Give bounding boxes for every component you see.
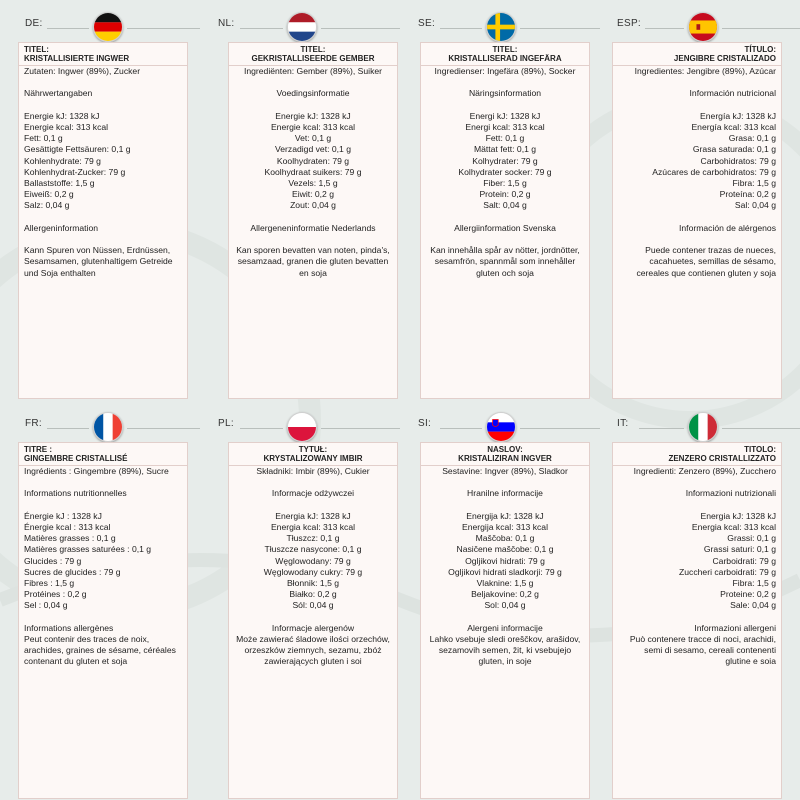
nutrition-row: Eiweiß: 0,2 g bbox=[24, 189, 74, 200]
spacer bbox=[426, 212, 584, 223]
nutrition-row: Fett: 0,1 g bbox=[24, 133, 63, 144]
nutrition-row: Proteína: 0,2 g bbox=[719, 189, 776, 200]
nutrition-row: Grassi: 0,1 g bbox=[727, 533, 776, 544]
nutrition-row: Energía kJ: 1328 kJ bbox=[700, 110, 776, 121]
nutrition-row: Proteine: 0,2 g bbox=[720, 589, 776, 600]
label-card bbox=[18, 442, 188, 799]
title-label: TITOLO: bbox=[744, 445, 776, 454]
panel-de bbox=[0, 0, 200, 400]
title-label: NASLOV: bbox=[487, 445, 523, 454]
label-card bbox=[612, 42, 782, 399]
title-label: TITRE : bbox=[24, 445, 52, 454]
nutrition-row: Protein: 0,2 g bbox=[479, 189, 531, 200]
nutrition-row: Grasa: 0,1 g bbox=[728, 133, 776, 144]
label-body bbox=[426, 466, 584, 668]
pl-flag-icon bbox=[287, 412, 317, 442]
spacer bbox=[234, 212, 392, 223]
allergen-header: Allergiinformation Svenska bbox=[454, 222, 556, 233]
spacer bbox=[24, 100, 182, 111]
nutrition-row: Sól: 0,04 g bbox=[292, 600, 334, 611]
nutrition-row: Azúcares de carbohidratos: 79 g bbox=[652, 166, 776, 177]
label-card bbox=[420, 42, 590, 399]
de-flag-icon bbox=[93, 12, 123, 42]
language-code: SI: bbox=[418, 418, 432, 429]
language-code: DE: bbox=[25, 18, 43, 29]
label-card bbox=[612, 442, 782, 799]
it-flag-icon bbox=[688, 412, 718, 442]
nutrition-row: Sel : 0,04 g bbox=[24, 600, 68, 611]
panel-si bbox=[400, 400, 600, 800]
nutrition-row: Energia kcal: 313 kcal bbox=[270, 521, 356, 532]
nutrition-row: Kolhydrater: 79 g bbox=[472, 155, 538, 166]
product-title: GINGEMBRE CRISTALLISÉ bbox=[24, 454, 128, 463]
nutrition-row: Beljakovine: 0,2 g bbox=[471, 589, 539, 600]
nutrition-row: Węglowodany: 79 g bbox=[275, 555, 351, 566]
nutrition-header: Informacje odżywczei bbox=[271, 488, 355, 499]
spacer bbox=[234, 612, 392, 623]
language-code: FR: bbox=[25, 418, 43, 429]
nutrition-header: Informations nutritionnelles bbox=[24, 488, 127, 499]
label-card bbox=[420, 442, 590, 799]
fr-flag-icon bbox=[93, 412, 123, 442]
spacer bbox=[234, 234, 392, 245]
spacer bbox=[234, 500, 392, 511]
nutrition-row: Energi kJ: 1328 kJ bbox=[469, 110, 541, 121]
nutrition-row: Energia kcal: 313 kcal bbox=[691, 521, 776, 532]
panel-header bbox=[400, 400, 600, 442]
nutrition-row: Matières grasses : 0,1 g bbox=[24, 533, 116, 544]
nutrition-row: Tłuszcze nasycone: 0,1 g bbox=[264, 544, 362, 555]
nutrition-row: Mättat fett: 0,1 g bbox=[473, 144, 537, 155]
panel-header bbox=[0, 400, 200, 442]
label-body bbox=[24, 466, 182, 668]
allergen-header: Informacje alergenów bbox=[271, 622, 355, 633]
title-block bbox=[613, 445, 781, 466]
allergen-header: Allergeninformation bbox=[24, 222, 99, 233]
title-block bbox=[613, 45, 781, 66]
nutrition-row: Zout: 0,04 g bbox=[290, 200, 336, 211]
language-code: NL: bbox=[218, 18, 235, 29]
spacer bbox=[24, 234, 182, 245]
nutrition-row: Fiber: 1,5 g bbox=[483, 178, 527, 188]
nutrition-row: Carboidrati: 79 g bbox=[712, 555, 776, 566]
allergen-text: Peut contenir des traces de noix, arachides, graines de sésame, céréales contenant du gluten et soja bbox=[24, 634, 176, 667]
header-divider bbox=[520, 428, 600, 429]
header-divider bbox=[722, 428, 800, 429]
ingredients-text: Ingrediënten: Gember (89%), Suiker bbox=[243, 66, 383, 76]
header-divider bbox=[645, 28, 684, 29]
nutrition-row: Energía kcal: 313 kcal bbox=[691, 121, 776, 132]
header-divider bbox=[127, 28, 200, 29]
spacer bbox=[24, 77, 182, 88]
nutrition-row: Carbohidratos: 79 g bbox=[700, 155, 776, 166]
header-divider bbox=[240, 428, 283, 429]
nutrition-header: Información nutricional bbox=[689, 88, 776, 99]
nutrition-row: Energie kJ: 1328 kJ bbox=[275, 110, 351, 121]
panel-header bbox=[600, 0, 800, 42]
title-block bbox=[229, 45, 397, 66]
ingredients-text: Składniki: Imbir (89%), Cukier bbox=[256, 466, 370, 476]
nutrition-row: Vet: 0,1 g bbox=[294, 133, 332, 144]
nutrition-row: Tłuszcz: 0,1 g bbox=[286, 533, 340, 544]
allergen-text: Może zawierać śladowe ilości orzechów, orzeszków ziemnych, sezamu, zbóż zawierających gluten i soi bbox=[236, 634, 390, 667]
spacer bbox=[426, 500, 584, 511]
label-card bbox=[228, 442, 398, 799]
nutrition-row: Salz: 0,04 g bbox=[24, 200, 70, 211]
nutrition-row: Węglowodany cukry: 79 g bbox=[263, 566, 363, 577]
nutrition-row: Energija kcal: 313 kcal bbox=[462, 521, 548, 532]
product-title: ZENZERO CRISTALLIZZATO bbox=[668, 454, 776, 463]
spacer bbox=[618, 212, 776, 223]
panel-fr bbox=[0, 400, 200, 800]
nutrition-header: Nährwertangaben bbox=[24, 88, 93, 99]
nutrition-row: Fibra: 1,5 g bbox=[732, 578, 776, 588]
ingredients-text: Sestavine: Ingver (89%), Sladkor bbox=[442, 466, 568, 476]
es-flag-icon bbox=[688, 12, 718, 42]
language-code: IT: bbox=[617, 418, 629, 429]
nutrition-row: Kohlenhydrate: 79 g bbox=[24, 155, 101, 166]
ingredients-text: Ingredienti: Zenzero (89%), Zucchero bbox=[633, 466, 776, 476]
nutrition-row: Błonnik: 1,5 g bbox=[286, 578, 340, 588]
spacer bbox=[24, 612, 182, 623]
nutrition-row: Glucides : 79 g bbox=[24, 555, 82, 566]
language-code: ESP: bbox=[617, 18, 641, 29]
header-divider bbox=[440, 428, 482, 429]
title-label: TITEL: bbox=[492, 45, 518, 54]
header-divider bbox=[240, 28, 283, 29]
nutrition-row: Energie kcal: 313 kcal bbox=[24, 121, 109, 132]
label-card bbox=[18, 42, 188, 399]
panel-header bbox=[200, 400, 400, 442]
product-title: KRISTALIZIRAN INGVER bbox=[458, 454, 552, 463]
spacer bbox=[426, 477, 584, 488]
nutrition-row: Fibra: 1,5 g bbox=[732, 178, 776, 188]
header-divider bbox=[47, 428, 89, 429]
nutrition-row: Protéines : 0,2 g bbox=[24, 589, 87, 600]
header-divider bbox=[440, 28, 482, 29]
language-code: PL: bbox=[218, 418, 234, 429]
nutrition-row: Ballaststoffe: 1,5 g bbox=[24, 178, 95, 188]
header-divider bbox=[321, 428, 400, 429]
title-block bbox=[229, 445, 397, 466]
nutrition-row: Energi kcal: 313 kcal bbox=[465, 121, 545, 132]
nutrition-row: Grassi saturi: 0,1 g bbox=[703, 544, 776, 555]
spacer bbox=[234, 77, 392, 88]
nutrition-row: Grasa saturada: 0,1 g bbox=[692, 144, 776, 155]
nutrition-row: Energia kJ: 1328 kJ bbox=[700, 510, 776, 521]
nutrition-row: Zuccheri carboidrati: 79 g bbox=[679, 566, 776, 577]
nutrition-row: Ogljikovi hidrati sladkorji: 79 g bbox=[448, 566, 562, 577]
panel-header bbox=[600, 400, 800, 442]
label-body bbox=[24, 66, 182, 279]
nutrition-row: Energia kJ: 1328 kJ bbox=[275, 510, 351, 521]
nutrition-row: Energie kJ: 1328 kJ bbox=[24, 110, 100, 121]
allergen-header: Informazioni allergeni bbox=[694, 622, 776, 633]
ingredients-text: Zutaten: Ingwer (89%), Zucker bbox=[24, 66, 141, 76]
nutrition-header: Voedingsinformatie bbox=[276, 88, 350, 99]
product-title: KRISTALLISIERTE INGWER bbox=[24, 54, 130, 63]
spacer bbox=[426, 234, 584, 245]
product-title: KRYSTALIZOWANY IMBIR bbox=[263, 454, 363, 463]
label-card bbox=[228, 42, 398, 399]
title-label: TYTUŁ: bbox=[298, 445, 328, 454]
panel-it bbox=[600, 400, 800, 800]
nutrition-header: Näringsinformation bbox=[468, 88, 542, 99]
panel-header bbox=[200, 0, 400, 42]
header-divider bbox=[47, 28, 89, 29]
header-divider bbox=[520, 28, 600, 29]
nutrition-row: Sal: 0,04 g bbox=[734, 200, 776, 211]
nutrition-row: Salt: 0,04 g bbox=[483, 200, 527, 211]
nutrition-row: Vlaknine: 1,5 g bbox=[476, 578, 534, 588]
title-block bbox=[19, 445, 187, 466]
nutrition-header: Informazioni nutrizionali bbox=[685, 488, 776, 499]
nutrition-row: Gesättigte Fettsäuren: 0,1 g bbox=[24, 144, 131, 155]
nutrition-row: Koolhydraat suikers: 79 g bbox=[264, 166, 362, 177]
title-label: TÍTULO: bbox=[744, 45, 776, 54]
allergen-header: Información de alérgenos bbox=[679, 222, 776, 233]
spacer bbox=[618, 234, 776, 245]
nutrition-header: Hranilne informacije bbox=[467, 488, 543, 499]
nutrition-row: Maščoba: 0,1 g bbox=[475, 533, 535, 544]
header-divider bbox=[127, 428, 200, 429]
ingredients-text: Ingrédients : Gingembre (89%), Sucre bbox=[24, 466, 169, 476]
spacer bbox=[618, 77, 776, 88]
nutrition-row: Białko: 0,2 g bbox=[289, 589, 337, 600]
spacer bbox=[234, 100, 392, 111]
panel-header bbox=[400, 0, 600, 42]
nutrition-row: Énergie kJ : 1328 kJ bbox=[24, 510, 102, 521]
title-label: TITEL: bbox=[300, 45, 326, 54]
nutrition-row: Sale: 0,04 g bbox=[730, 600, 776, 611]
nutrition-row: Fett: 0,1 g bbox=[485, 133, 525, 144]
nutrition-row: Koolhydraten: 79 g bbox=[276, 155, 350, 166]
allergen-header: Allergeneninformatie Nederlands bbox=[250, 222, 376, 233]
spacer bbox=[426, 77, 584, 88]
nutrition-row: Énergie kcal : 313 kcal bbox=[24, 521, 111, 532]
header-divider bbox=[321, 28, 400, 29]
spacer bbox=[618, 612, 776, 623]
label-body bbox=[426, 66, 584, 279]
se-flag-icon bbox=[486, 12, 516, 42]
title-label: TITEL: bbox=[24, 45, 49, 54]
spacer bbox=[24, 212, 182, 223]
allergen-text: Kann Spuren von Nüssen, Erdnüssen, Sesamsamen, glutenhaltigem Getreide und Soja enthalten bbox=[24, 245, 173, 278]
allergen-text: Lahko vsebuje sledi oreščkov, arašidov, sezamovih semen, žit, ki vsebujejo gluten, in soje bbox=[429, 634, 581, 667]
panel-se bbox=[400, 0, 600, 400]
language-code: SE: bbox=[418, 18, 436, 29]
header-divider bbox=[639, 428, 684, 429]
allergen-text: Kan sporen bevatten van noten, pinda's, sesamzaad, granen die gluten bevatten en soja bbox=[236, 245, 390, 278]
product-title: KRISTALLISERAD INGEFÄRA bbox=[448, 54, 562, 63]
allergen-header: Alergeni informacije bbox=[467, 622, 543, 633]
product-title: JENGIBRE CRISTALIZADO bbox=[673, 54, 776, 63]
header-divider bbox=[722, 28, 800, 29]
spacer bbox=[24, 500, 182, 511]
nutrition-row: Matières grasses saturées : 0,1 g bbox=[24, 544, 152, 555]
ingredients-text: Ingredientes: Jengibre (89%), Azúcar bbox=[634, 66, 776, 76]
panel-header bbox=[0, 0, 200, 42]
allergen-text: Kan innehålla spår av nötter, jordnötter, sesamfrön, spannmål som innehåller gluten och soja bbox=[430, 245, 580, 278]
allergen-header: Informations allergènes bbox=[24, 622, 114, 633]
allergen-text: Puede contener trazas de nueces, cacahuetes, semillas de sésamo, cereales que contienen gluten y soja bbox=[636, 245, 776, 278]
nutrition-row: Energija kJ: 1328 kJ bbox=[466, 510, 544, 521]
title-block bbox=[421, 445, 589, 466]
nutrition-row: Verzadigd vet: 0,1 g bbox=[275, 144, 351, 155]
spacer bbox=[234, 477, 392, 488]
label-body bbox=[618, 466, 776, 668]
nl-flag-icon bbox=[287, 12, 317, 42]
spacer bbox=[618, 477, 776, 488]
spacer bbox=[426, 612, 584, 623]
panel-nl bbox=[200, 0, 400, 400]
nutrition-row: Eiwit: 0,2 g bbox=[291, 189, 335, 200]
nutrition-row: Sol: 0,04 g bbox=[484, 600, 526, 611]
nutrition-row: Kolhydrater socker: 79 g bbox=[458, 166, 552, 177]
title-block bbox=[19, 45, 187, 66]
nutrition-row: Nasičene maščobe: 0,1 g bbox=[456, 544, 554, 555]
nutrition-row: Vezels: 1,5 g bbox=[288, 178, 338, 188]
allergen-text: Può contenere tracce di noci, arachidi, semi di sesamo, cereali contenenti glutine e soia bbox=[629, 634, 776, 667]
spacer bbox=[618, 100, 776, 111]
label-body bbox=[234, 466, 392, 668]
label-body bbox=[618, 66, 776, 279]
product-title: GEKRISTALLISEERDE GEMBER bbox=[251, 54, 375, 63]
nutrition-row: Energie kcal: 313 kcal bbox=[270, 121, 356, 132]
panel-esp bbox=[600, 0, 800, 400]
title-block bbox=[421, 45, 589, 66]
spacer bbox=[618, 500, 776, 511]
label-body bbox=[234, 66, 392, 279]
nutrition-row: Sucres de glucides : 79 g bbox=[24, 566, 121, 577]
spacer bbox=[24, 477, 182, 488]
ingredients-text: Ingredienser: Ingefära (89%), Socker bbox=[434, 66, 576, 76]
nutrition-row: Fibres : 1,5 g bbox=[24, 578, 75, 588]
nutrition-row: Ogljikovi hidrati: 79 g bbox=[465, 555, 545, 566]
panel-pl bbox=[200, 400, 400, 800]
spacer bbox=[426, 100, 584, 111]
nutrition-row: Kohlenhydrat-Zucker: 79 g bbox=[24, 166, 126, 177]
si-flag-icon bbox=[486, 412, 516, 442]
